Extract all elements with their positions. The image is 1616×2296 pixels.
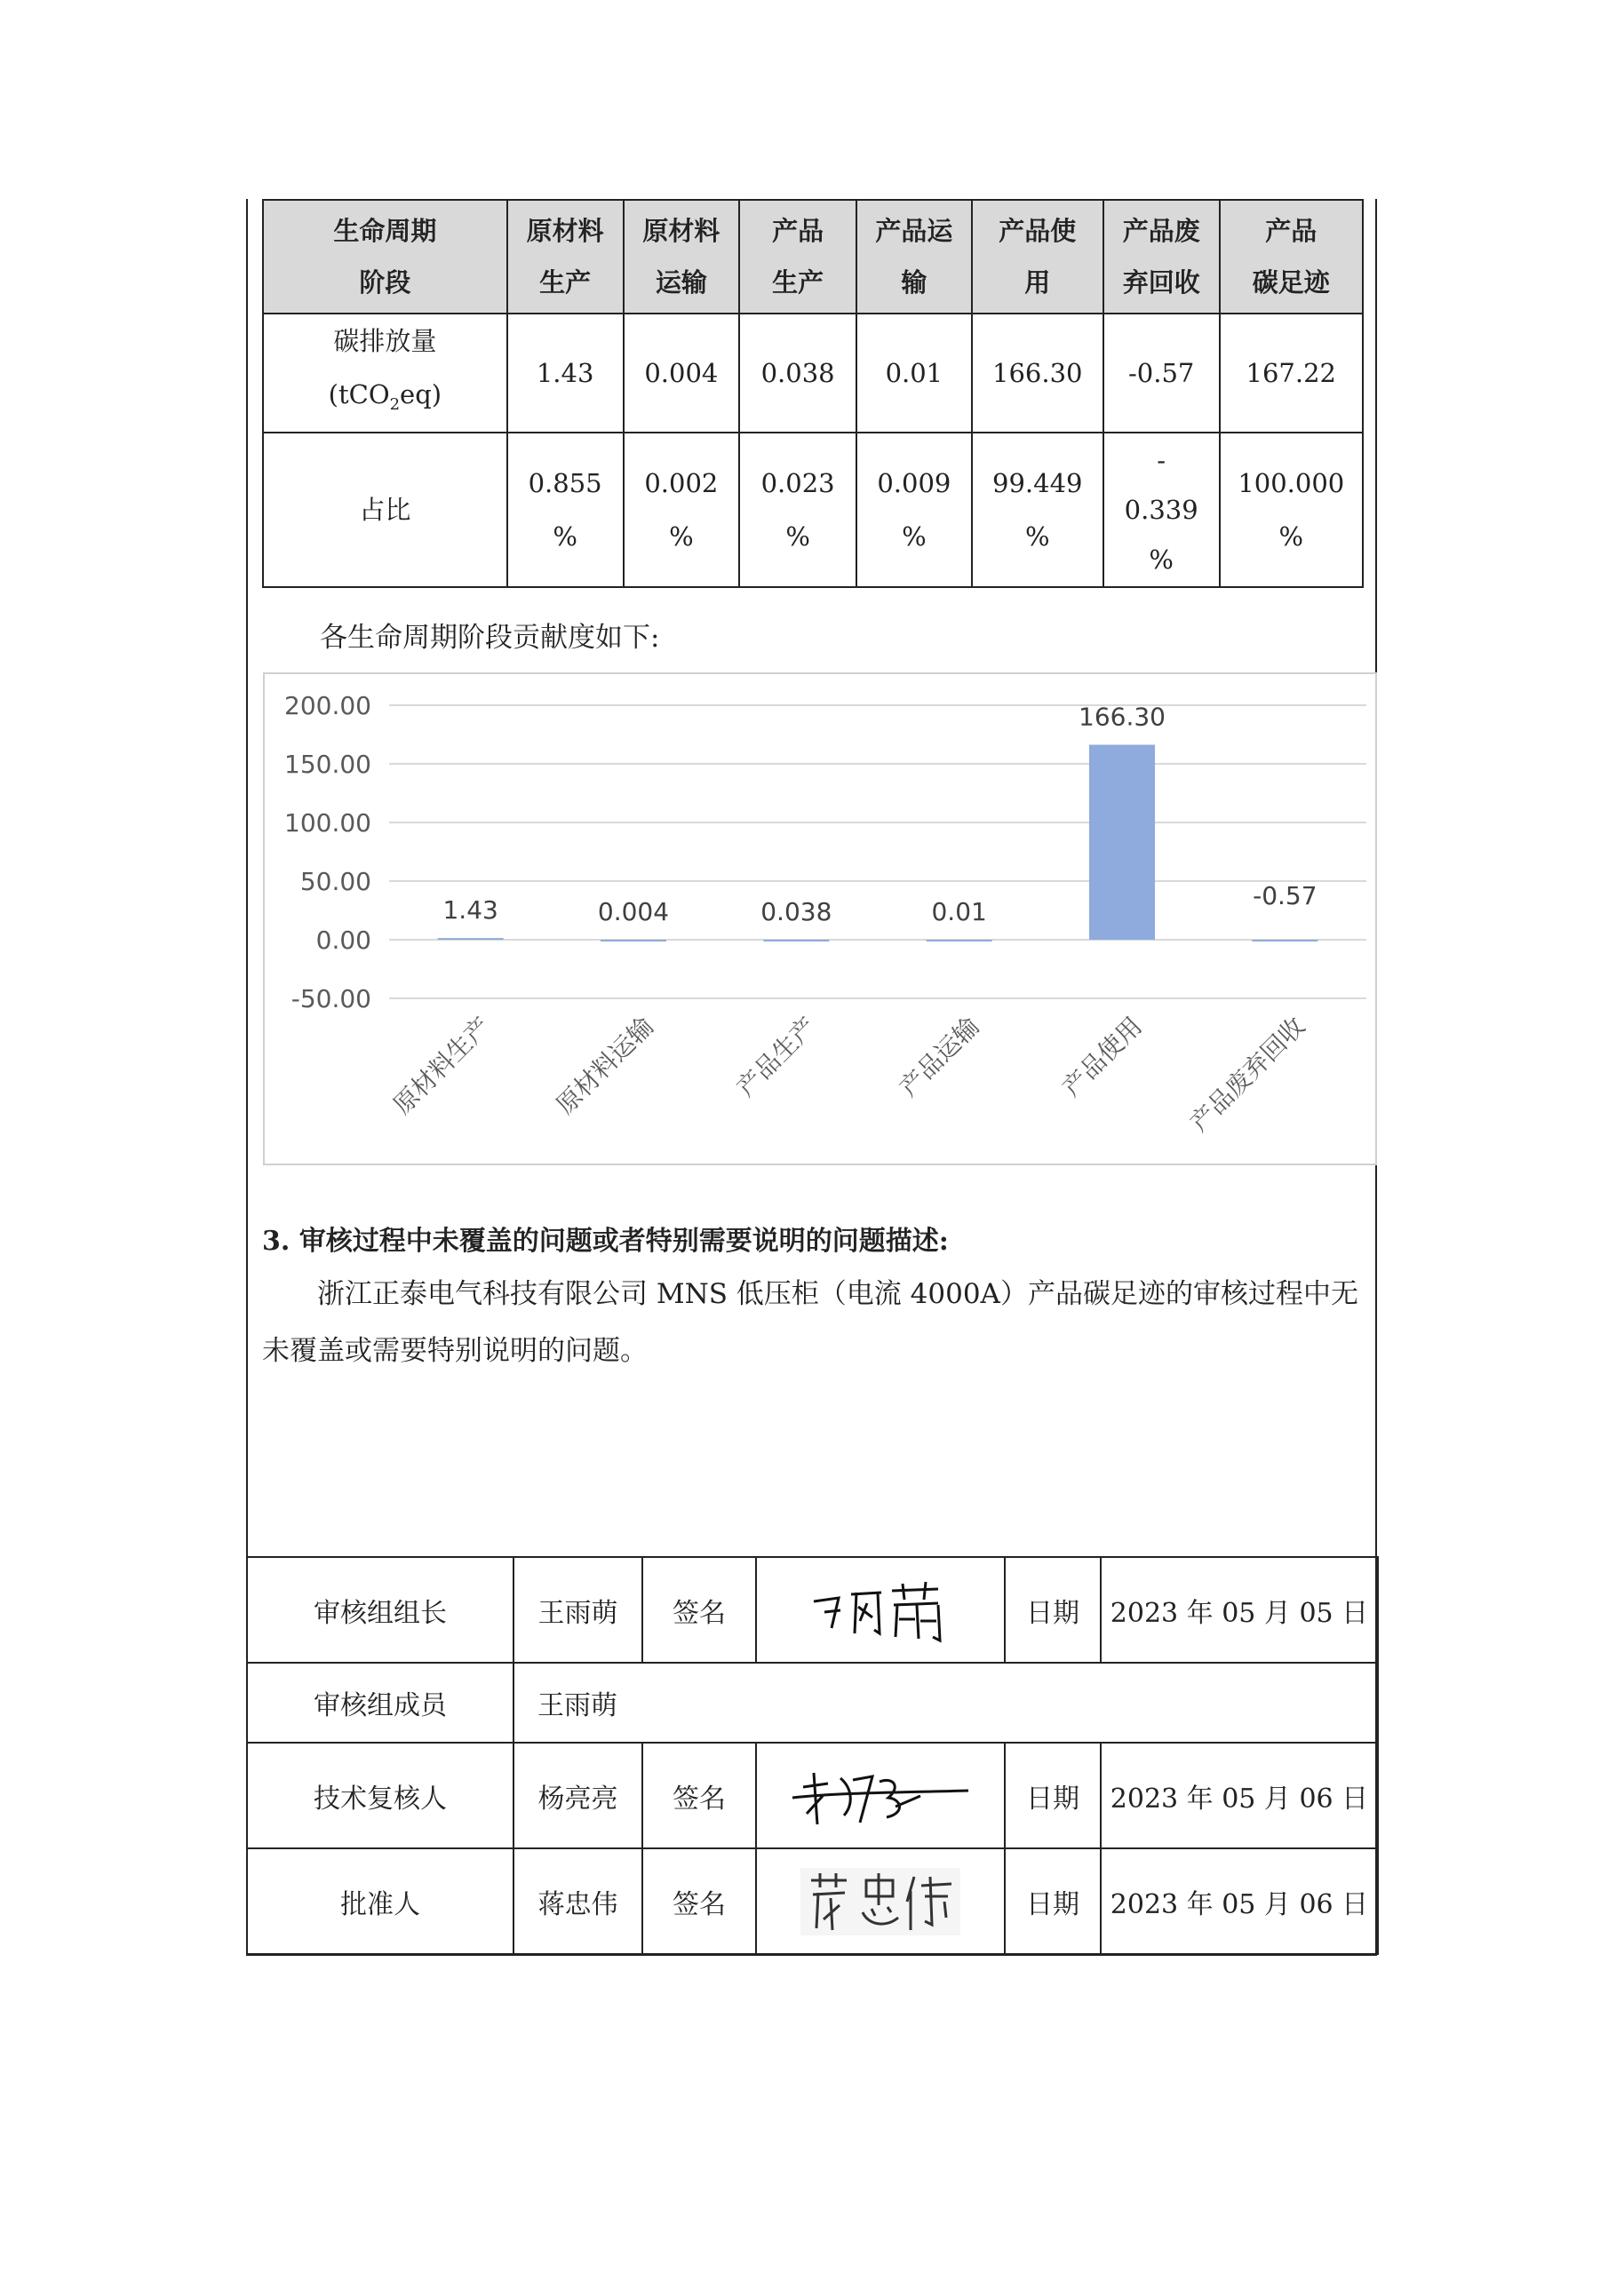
x-tick-label: 产品废弃回收 bbox=[1184, 1011, 1311, 1138]
signature-image bbox=[756, 1557, 1005, 1663]
x-tick-label: 原材料生产 bbox=[387, 1011, 497, 1120]
data-label: 0.004 bbox=[597, 896, 670, 926]
bar bbox=[601, 940, 666, 941]
contribution-chart bbox=[263, 672, 1377, 1165]
header-cell: 产品 碳足迹 bbox=[1220, 200, 1363, 314]
bar bbox=[1089, 744, 1155, 940]
section-3-title: 3. 审核过程中未覆盖的问题或者特别需要说明的问题描述: bbox=[262, 1226, 949, 1257]
signature-image bbox=[756, 1743, 1005, 1848]
y-tick-label: 0.00 bbox=[315, 926, 371, 955]
date-cell: 2023 年 05 月 06 日 bbox=[1101, 1848, 1378, 1954]
bar bbox=[927, 940, 992, 941]
table-cell: 0.002 % bbox=[624, 433, 740, 587]
header-cell: 产品 生产 bbox=[739, 200, 856, 314]
date-label: 日期 bbox=[1005, 1557, 1101, 1663]
name-cell: 蒋忠伟 bbox=[513, 1848, 642, 1954]
header-cell: 产品废 弃回收 bbox=[1103, 200, 1220, 314]
x-tick-label: 产品运输 bbox=[894, 1011, 985, 1103]
table-cell: 0.009 % bbox=[856, 433, 972, 587]
table-cell: 0.01 bbox=[856, 314, 972, 433]
signoff-row-approver bbox=[247, 1848, 1378, 1954]
date-cell: 2023 年 05 月 06 日 bbox=[1101, 1743, 1378, 1848]
date-label: 日期 bbox=[1005, 1743, 1101, 1848]
signoff-table bbox=[246, 1556, 1379, 1955]
bar bbox=[763, 940, 829, 941]
table-cell: 0.038 bbox=[739, 314, 856, 433]
bar bbox=[1252, 940, 1317, 941]
x-tick-label: 产品使用 bbox=[1056, 1011, 1148, 1103]
x-tick-label: 产品生产 bbox=[730, 1011, 823, 1103]
signature-image bbox=[756, 1848, 1005, 1954]
name-cell: 王雨萌 bbox=[513, 1663, 1378, 1743]
table-cell: 1.43 bbox=[507, 314, 624, 433]
signoff-row-reviewer bbox=[247, 1743, 1378, 1848]
name-cell: 王雨萌 bbox=[513, 1557, 642, 1663]
signature-yang-icon bbox=[787, 1760, 974, 1831]
section-3-body: 浙江正泰电气科技有限公司 MNS 低压柜（电流 4000A）产品碳足迹的审核过程中无未覆盖或需要特别说明的问题。 bbox=[262, 1278, 1358, 1367]
role-cell: 审核组成员 bbox=[247, 1663, 513, 1743]
table-cell: 100.000 % bbox=[1220, 433, 1363, 587]
header-cell: 产品运 输 bbox=[856, 200, 972, 314]
header-cell: 产品使 用 bbox=[972, 200, 1103, 314]
role-cell: 审核组组长 bbox=[247, 1557, 513, 1663]
table-header-row bbox=[263, 200, 1363, 314]
chart-intro-text: 各生命周期阶段贡献度如下: bbox=[320, 622, 660, 654]
table-row-emissions bbox=[263, 314, 1363, 433]
y-tick-label: -50.00 bbox=[291, 984, 371, 1013]
date-label: 日期 bbox=[1005, 1848, 1101, 1954]
data-label: 1.43 bbox=[442, 895, 498, 926]
x-tick-label: 原材料运输 bbox=[550, 1011, 659, 1120]
table-row-share bbox=[263, 433, 1363, 587]
table-cell: 167.22 bbox=[1220, 314, 1363, 433]
bar bbox=[438, 938, 504, 940]
role-cell: 批准人 bbox=[247, 1848, 513, 1954]
data-label: -0.57 bbox=[1253, 881, 1317, 910]
table-cell: -0.57 bbox=[1103, 314, 1220, 433]
header-cell: 原材料 运输 bbox=[624, 200, 740, 314]
name-cell: 杨亮亮 bbox=[513, 1743, 642, 1848]
table-cell: 0.855 % bbox=[507, 433, 624, 587]
date-cell: 2023 年 05 月 05 日 bbox=[1101, 1557, 1378, 1663]
table-cell: 0.023 % bbox=[739, 433, 856, 587]
table-cell: 99.449 % bbox=[972, 433, 1103, 587]
header-cell: 原材料 生产 bbox=[507, 200, 624, 314]
row-label: 碳排放量 (tCO$_2$eq) bbox=[263, 314, 507, 433]
lifecycle-table bbox=[262, 199, 1364, 588]
row-label: 占比 bbox=[263, 433, 507, 587]
header-cell: 生命周期 阶段 bbox=[263, 200, 507, 314]
data-label: 166.30 bbox=[1079, 702, 1166, 732]
y-tick-label: 150.00 bbox=[284, 750, 371, 779]
y-tick-label: 50.00 bbox=[299, 867, 371, 896]
role-cell: 技术复核人 bbox=[247, 1743, 513, 1848]
sign-label: 签名 bbox=[642, 1743, 756, 1848]
signature-wang-icon bbox=[805, 1575, 956, 1646]
y-tick-label: 200.00 bbox=[284, 691, 371, 720]
signoff-row-leader bbox=[247, 1557, 1378, 1663]
table-cell: 0.004 bbox=[624, 314, 740, 433]
data-label: 0.038 bbox=[760, 896, 832, 926]
table-cell: 166.30 bbox=[972, 314, 1103, 433]
signature-jiang-icon bbox=[800, 1866, 960, 1937]
signoff-row-member bbox=[247, 1663, 1378, 1743]
y-tick-label: 100.00 bbox=[284, 808, 371, 838]
table-cell: - 0.339 % bbox=[1103, 433, 1220, 587]
chart-svg bbox=[265, 674, 1375, 1164]
data-label: 0.01 bbox=[931, 896, 987, 926]
sign-label: 签名 bbox=[642, 1557, 756, 1663]
sign-label: 签名 bbox=[642, 1848, 756, 1954]
